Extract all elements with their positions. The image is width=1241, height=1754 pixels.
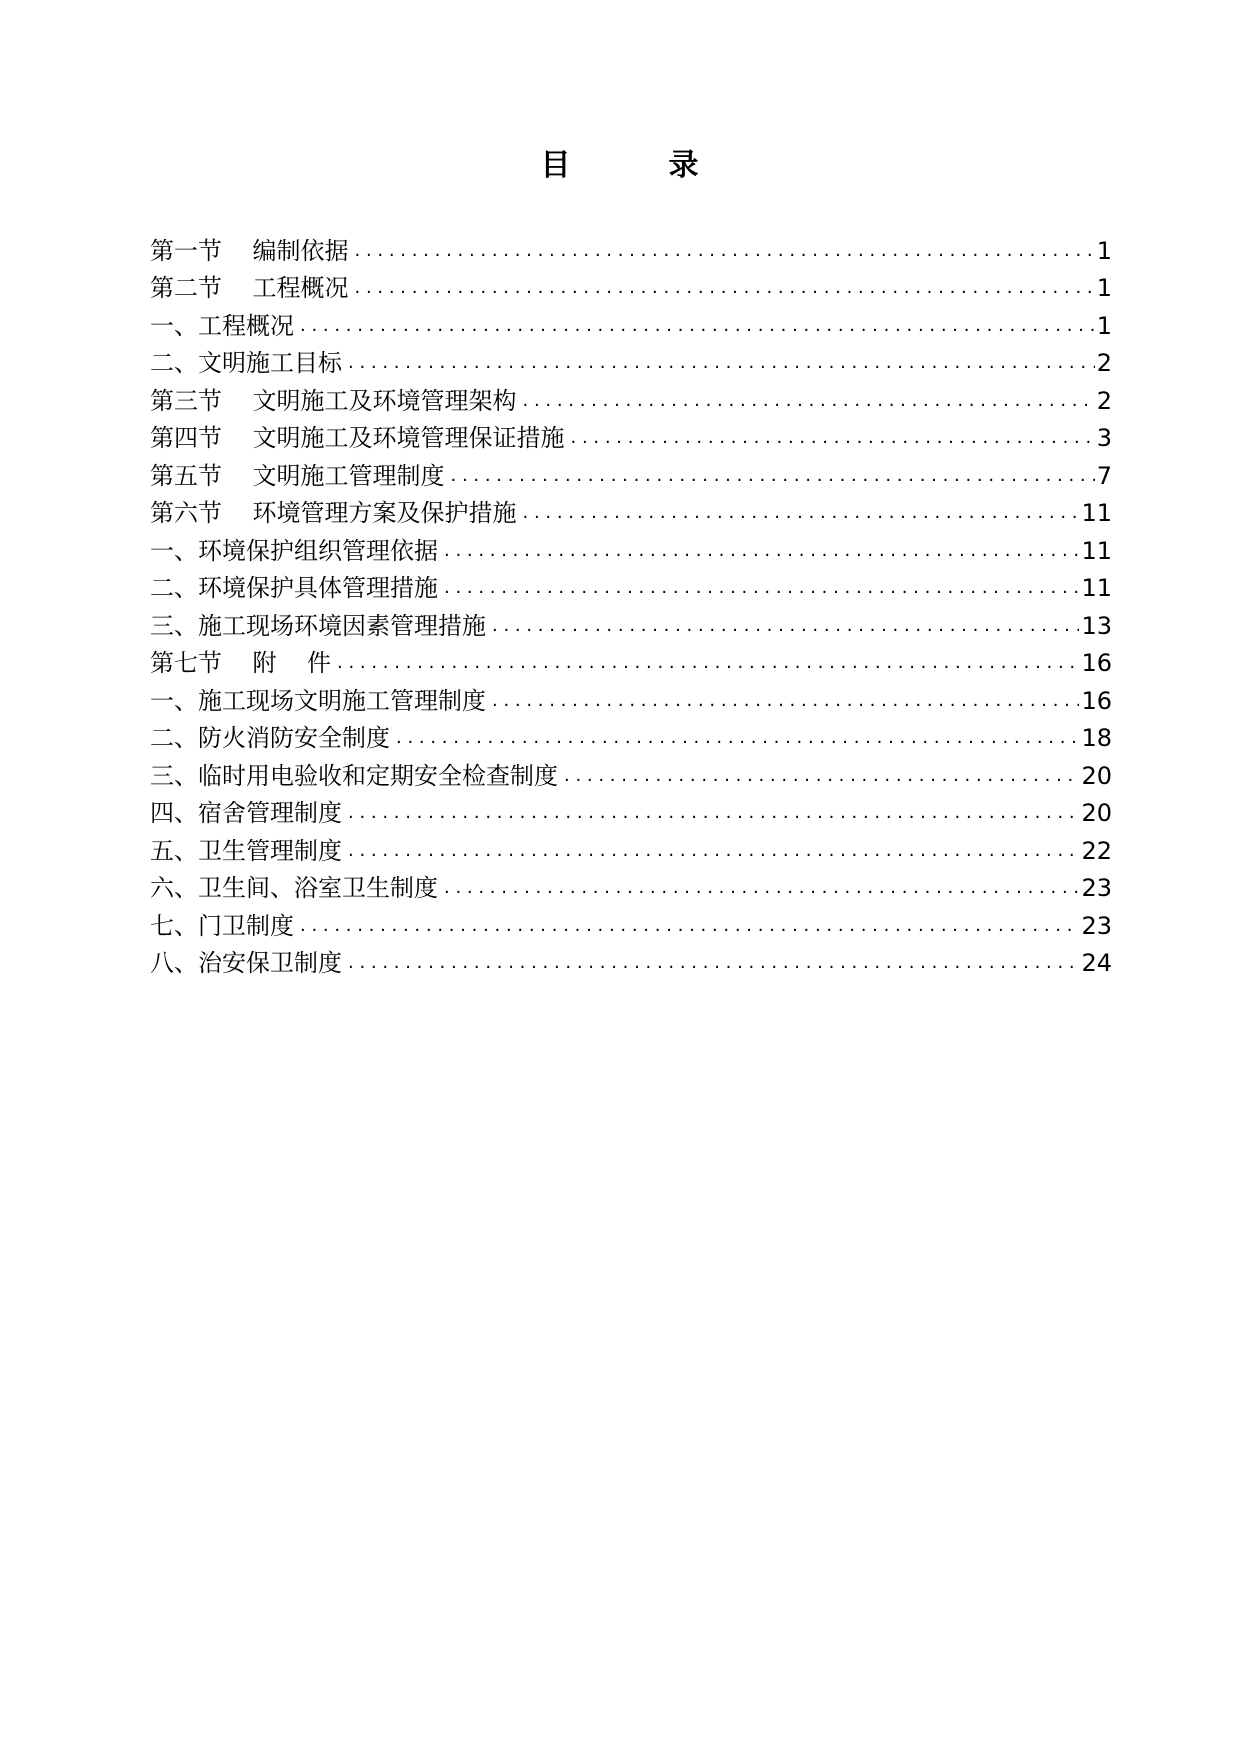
dot-leader bbox=[300, 911, 1079, 941]
toc-title-char-2: 录 bbox=[668, 148, 701, 183]
toc-entry-label: 一、环境保护组织管理依据 bbox=[150, 536, 438, 565]
toc-entry-label: 二、文明施工目标 bbox=[150, 349, 342, 377]
toc-entry-label: 八、治安保卫制度 bbox=[150, 949, 342, 977]
toc-entry-label: 六、卫生间、浴室卫生制度 bbox=[150, 874, 438, 902]
toc-entry[interactable] bbox=[150, 716, 1112, 754]
toc-entry-label: 第二节 工程概况 bbox=[150, 274, 349, 302]
toc-entry-label: 二、防火消防安全制度 bbox=[150, 724, 390, 752]
toc-page-number: 16 bbox=[1081, 686, 1112, 715]
toc-page-number: 1 bbox=[1096, 311, 1112, 340]
dot-leader bbox=[300, 311, 1095, 341]
toc-title bbox=[0, 146, 1241, 186]
dot-leader bbox=[444, 873, 1079, 903]
toc-entry[interactable] bbox=[150, 453, 1112, 491]
toc-page-number: 3 bbox=[1096, 424, 1112, 452]
dot-leader bbox=[444, 536, 1079, 566]
toc-entry[interactable] bbox=[150, 266, 1112, 304]
toc-page-number: 13 bbox=[1081, 611, 1112, 640]
dot-leader bbox=[492, 686, 1079, 716]
toc-page-number: 1 bbox=[1096, 236, 1112, 265]
toc-entry[interactable] bbox=[150, 303, 1112, 341]
toc-entry[interactable] bbox=[150, 903, 1112, 941]
toc-page-number: 23 bbox=[1081, 911, 1112, 940]
toc-entry-label: 第六节 环境管理方案及保护措施 bbox=[150, 499, 517, 527]
toc-entry-label: 五、卫生管理制度 bbox=[150, 836, 342, 865]
toc-entry[interactable] bbox=[150, 491, 1112, 529]
toc-entry[interactable] bbox=[150, 678, 1112, 716]
toc-entry[interactable] bbox=[150, 528, 1112, 566]
dot-leader bbox=[571, 423, 1095, 453]
toc-page-number: 2 bbox=[1096, 349, 1112, 377]
toc-entry-label: 第四节 文明施工及环境管理保证措施 bbox=[150, 424, 565, 452]
toc-entry-label: 第三节 文明施工及环境管理架构 bbox=[150, 386, 517, 415]
toc-entry[interactable] bbox=[150, 566, 1112, 604]
toc-page-number: 23 bbox=[1081, 874, 1112, 902]
dot-leader bbox=[355, 236, 1095, 266]
toc-page-number: 18 bbox=[1081, 724, 1112, 752]
dot-leader bbox=[396, 723, 1079, 753]
toc-entry[interactable] bbox=[150, 753, 1112, 791]
toc-entry[interactable] bbox=[150, 791, 1112, 829]
toc-entry-label: 三、临时用电验收和定期安全检查制度 bbox=[150, 761, 558, 790]
toc-page-number: 20 bbox=[1081, 799, 1112, 827]
toc-entry[interactable] bbox=[150, 828, 1112, 866]
toc-page-number: 2 bbox=[1096, 386, 1112, 415]
dot-leader bbox=[564, 761, 1079, 791]
dot-leader bbox=[492, 611, 1079, 641]
toc-page-number: 1 bbox=[1096, 274, 1112, 302]
dot-leader bbox=[348, 798, 1079, 828]
toc-entry-label: 第七节 附 件 bbox=[150, 649, 332, 677]
toc-entry-label: 四、宿舍管理制度 bbox=[150, 799, 342, 827]
dot-leader bbox=[444, 573, 1079, 603]
toc-entry[interactable] bbox=[150, 341, 1112, 379]
dot-leader bbox=[451, 461, 1095, 491]
toc-entry[interactable] bbox=[150, 228, 1112, 266]
dot-leader bbox=[523, 386, 1095, 416]
dot-leader bbox=[348, 348, 1095, 378]
toc-entry-label: 一、工程概况 bbox=[150, 311, 294, 340]
toc-entry-label: 第五节 文明施工管理制度 bbox=[150, 461, 445, 490]
dot-leader bbox=[355, 273, 1095, 303]
table-of-contents bbox=[150, 228, 1112, 978]
toc-page-number: 11 bbox=[1081, 536, 1112, 565]
toc-entry[interactable] bbox=[150, 416, 1112, 454]
dot-leader bbox=[523, 498, 1080, 528]
toc-page-number: 24 bbox=[1081, 949, 1112, 977]
dot-leader bbox=[337, 648, 1079, 678]
toc-entry[interactable] bbox=[150, 641, 1112, 679]
toc-page-number: 20 bbox=[1081, 761, 1112, 790]
toc-page-number: 7 bbox=[1096, 461, 1112, 490]
toc-entry-label: 二、环境保护具体管理措施 bbox=[150, 574, 438, 602]
toc-entry[interactable] bbox=[150, 378, 1112, 416]
toc-entry[interactable] bbox=[150, 866, 1112, 904]
toc-page-number: 16 bbox=[1081, 649, 1112, 677]
dot-leader bbox=[348, 948, 1079, 978]
toc-entry-label: 三、施工现场环境因素管理措施 bbox=[150, 611, 486, 640]
toc-entry-label: 一、施工现场文明施工管理制度 bbox=[150, 686, 486, 715]
toc-entry[interactable] bbox=[150, 941, 1112, 979]
toc-title-char-1: 目 bbox=[540, 148, 573, 183]
toc-page-number: 11 bbox=[1081, 574, 1112, 602]
dot-leader bbox=[348, 836, 1079, 866]
toc-entry-label: 七、门卫制度 bbox=[150, 911, 294, 940]
toc-page-number: 11 bbox=[1081, 499, 1112, 527]
toc-entry[interactable] bbox=[150, 603, 1112, 641]
toc-page-number: 22 bbox=[1081, 836, 1112, 865]
toc-entry-label: 第一节 编制依据 bbox=[150, 236, 349, 265]
